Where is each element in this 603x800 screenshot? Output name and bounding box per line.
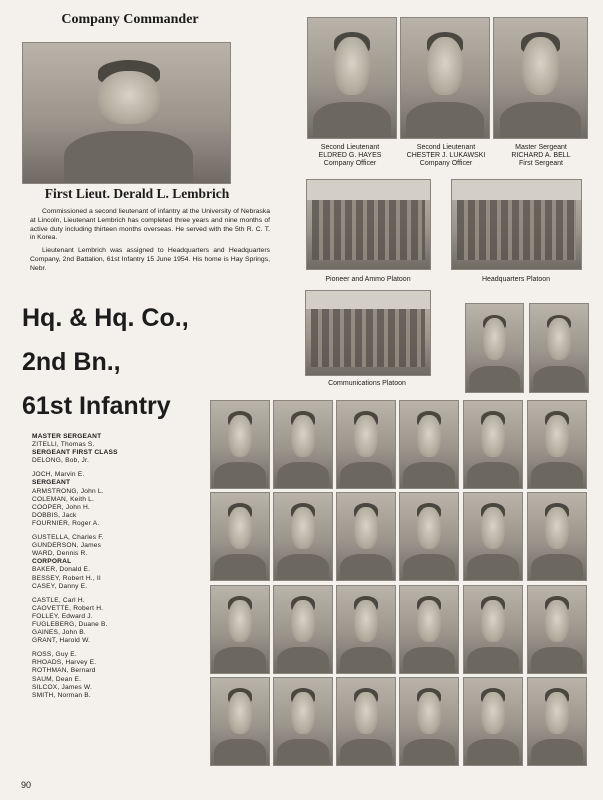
commander-photo [22,42,231,184]
soldier-portrait [210,492,270,581]
roster-name: ZITELLI, Thomas S. [32,441,95,449]
pioneer-platoon-caption: Pioneer and Ammo Platoon [325,276,411,283]
roster-name: SILCOX, James W. [32,683,92,691]
soldier-portrait [465,303,524,393]
soldier-portrait [336,677,396,766]
commander-name: First Lieut. Derald L. Lembrich [44,186,230,201]
roster-name: CASEY, Danny E. [32,582,88,590]
roster-name: SAUM, Dean E. [32,675,82,683]
soldier-portrait [336,585,396,674]
roster-name: CAOVETTE, Robert H. [32,604,104,612]
commander-heading: Company Commander [61,12,199,27]
roster-name: BAKER, Donald E. [32,566,91,574]
headquarters-platoon-photo [451,179,582,270]
roster-list [32,433,202,700]
headquarters-platoon-caption: Headquarters Platoon [481,276,551,283]
roster-name: DELONG, Bob, Jr. [32,457,90,465]
page-number: 90 [21,780,32,790]
soldier-portrait [273,492,333,581]
soldier-portrait [210,400,270,489]
unit-title-line-1: Hq. & Hq. Co., [22,304,189,332]
soldier-portrait [336,400,396,489]
roster-name: GAINES, John B. [32,629,86,637]
officer-caption-3: Master Sergeant RICHARD A. BELL First Sergeant [511,144,571,167]
soldier-portrait [527,585,587,674]
bio-paragraph-2: Lieutenant Lembrich was assigned to Headquarters and Headquarters Company, 2nd Battalion, 61st Infantry 15 June 1954. His home is Hay Springs, Nebr. [30,247,270,272]
roster-name: GRANT, Harold W. [32,637,91,645]
roster-name: FUGLEBERG, Duane B. [32,620,108,628]
roster-rank-heading: SERGEANT FIRST CLASS [32,449,118,457]
roster-name: DOBBIS, Jack [32,511,77,519]
roster-name: GUNDERSON, James [32,542,102,550]
soldier-portrait [527,400,587,489]
roster-name: ARMSTRONG, John L. [32,487,104,495]
soldier-portrait [463,585,523,674]
soldier-portrait [527,677,587,766]
soldier-portrait [463,400,523,489]
roster-name: CASTLE, Carl H. [32,596,85,604]
roster-name: GUSTELLA, Charles F. [32,534,104,542]
officer-caption-2: Second Lieutenant CHESTER J. LUKAWSKI Company Officer [406,144,486,167]
communications-platoon-caption: Communications Platoon [328,380,406,387]
soldier-portrait [529,303,589,393]
officer-photo-3 [493,17,588,139]
soldier-portrait [210,585,270,674]
roster-name: ROTHMAN, Bernard [32,667,96,675]
bio-paragraph-1: Commissioned a second lieutenant of infantry at the University of Nebraska at Lincoln, Lieutenant Lembrich has completed three years and nine months of active duty including thirteen months overseas. He served with the 5th R. C. T. in Korea. [30,208,270,242]
roster-rank-heading: CORPORAL [32,558,72,566]
roster-rank-heading: MASTER SERGEANT [32,433,102,440]
commander-bio [30,208,270,274]
roster-name: ROSS, Guy E. [32,651,77,659]
roster-name: BESSEY, Robert H., II [32,574,101,582]
roster-name: COLEMAN, Keith L. [32,495,95,503]
soldier-portrait [399,585,459,674]
roster-name: RHOADS, Harvey E. [32,659,97,667]
soldier-portrait [273,400,333,489]
communications-platoon-photo [305,290,431,376]
officer-photo-1 [307,17,397,139]
soldier-portrait [399,400,459,489]
roster-name: WARD, Dennis R. [32,550,88,558]
roster-name: FOLLEY, Edward J. [32,612,93,620]
unit-title-line-2: 2nd Bn., [22,348,121,376]
soldier-portrait [273,585,333,674]
roster-name: COOPER, John H. [32,503,90,511]
roster-name: JOCH, Marvin E. [32,471,85,479]
soldier-portrait [527,492,587,581]
soldier-portrait [399,677,459,766]
officer-caption-1: Second Lieutenant ELDRED G. HAYES Company Officer [318,144,382,167]
soldier-portrait [463,677,523,766]
pioneer-platoon-photo [306,179,431,270]
soldier-portrait [463,492,523,581]
photo-head [98,71,160,124]
soldier-portrait [399,492,459,581]
soldier-portrait [210,677,270,766]
soldier-portrait [273,677,333,766]
unit-title-line-3: 61st Infantry [22,392,171,420]
photo-uniform [64,131,192,184]
officer-photo-2 [400,17,490,139]
roster-name: SMITH, Norman B. [32,691,91,699]
roster-name: FOURNIER, Roger A. [32,519,100,527]
soldier-portrait [336,492,396,581]
roster-rank-heading: SERGEANT [32,479,71,487]
